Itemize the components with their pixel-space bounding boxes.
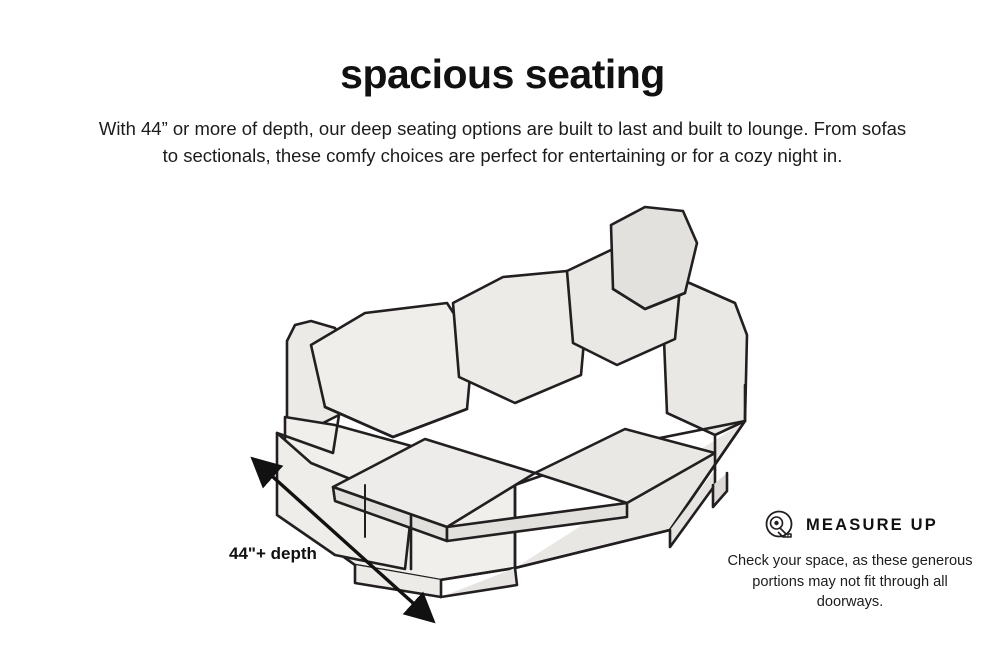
tape-measure-icon bbox=[762, 508, 796, 542]
depth-dimension bbox=[215, 440, 475, 640]
depth-label: 44"+ depth bbox=[229, 544, 317, 563]
depth-dimension-arrow bbox=[215, 440, 475, 640]
measure-up-body: Check your space, as these generous portions may not fit through all doorways. bbox=[727, 553, 973, 611]
measure-up-callout bbox=[719, 508, 981, 613]
measure-up-title: MEASURE UP bbox=[805, 515, 938, 534]
page-title: spacious seating bbox=[340, 51, 665, 97]
page-subtitle: With 44” or more of depth, our deep seating options are built to last and built to lounge. From sofas to sectionals, these comfy choices are perfect for entertaining or for a cozy night in. bbox=[98, 118, 907, 166]
